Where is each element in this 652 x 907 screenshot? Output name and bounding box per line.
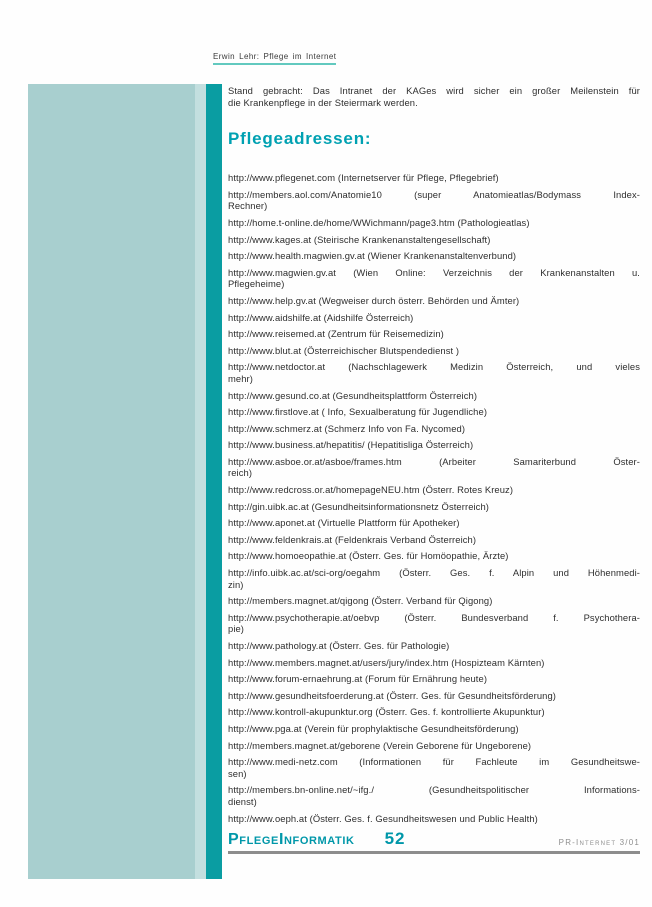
link-item — [228, 217, 640, 229]
link-item — [228, 612, 640, 635]
link-line: http://www.kontroll-akupunktur.org (Österr. Ges. f. kontrollierte Akupunktur) — [228, 706, 545, 718]
footer-left — [228, 829, 405, 849]
link-item — [228, 267, 640, 290]
link-line: http://www.blut.at (Österreichischer Blutspendedienst ) — [228, 344, 460, 356]
link-item — [228, 784, 640, 807]
link-line: mehr) — [228, 372, 253, 384]
link-line: http://www.gesundheitsfoerderung.at (Österr. Ges. für Gesundheitsförderung) — [228, 689, 556, 701]
link-item — [228, 312, 640, 324]
link-line: http://www.pga.at (Verein für prophylaktische Gesundheitsförderung) — [228, 722, 519, 734]
link-line: http://members.bn-online.net/~ifg./ (Gesundheitspolitischer Informations- — [228, 784, 640, 796]
link-item — [228, 595, 640, 607]
link-item — [228, 295, 640, 307]
running-header: Erwin Lehr: Pflege im Internet — [213, 52, 336, 65]
links-list — [228, 172, 640, 824]
link-line: http://www.firstlove.at ( Info, Sexualberatung für Jugendliche) — [228, 406, 488, 418]
journal-title: PflegeInformatik — [228, 831, 355, 848]
link-item — [228, 172, 640, 184]
link-item — [228, 406, 640, 418]
link-line: reich) — [228, 467, 253, 479]
link-item — [228, 640, 640, 652]
link-line: Pflegeheime) — [228, 278, 285, 290]
link-line: http://www.netdoctor.at (Nachschlagewerk Medizin Österreich, und vieles — [228, 361, 640, 373]
link-line: http://www.schmerz.at (Schmerz Info von Fa. Nycomed) — [228, 422, 466, 434]
link-line: http://www.pathology.at (Österr. Ges. für Pathologie) — [228, 640, 450, 651]
issue-label: PR-Internet 3/01 — [558, 838, 640, 847]
link-item — [228, 250, 640, 262]
link-item — [228, 234, 640, 246]
link-line: http://www.health.magwien.gv.at (Wiener Krankenanstaltenverbund) — [228, 250, 517, 262]
link-item — [228, 550, 640, 562]
link-item — [228, 189, 640, 212]
link-item — [228, 390, 640, 402]
link-item — [228, 706, 640, 718]
link-line: http://members.aol.com/Anatomie10 (super Anatomieatlas/Bodymass Index- — [228, 188, 640, 200]
left-margin-band-light — [28, 84, 195, 879]
link-item — [228, 517, 640, 529]
link-line: http://www.medi-netz.com (Informationen für Fachleute im Gesundheitswe- — [228, 756, 640, 768]
link-line: http://www.homoeopathie.at (Österr. Ges. für Homöopathie, Ärzte) — [228, 550, 509, 562]
intro-line: Stand gebracht: Das Intranet der KAGes wird sicher ein großer Meilenstein für — [228, 85, 640, 96]
section-title: Pflegeadressen: — [228, 129, 372, 149]
link-line: pie) — [228, 623, 245, 635]
link-item — [228, 813, 640, 825]
link-line: http://home.t-online.de/home/WWichmann/page3.htm (Pathologieatlas) — [228, 216, 530, 228]
link-item — [228, 690, 640, 702]
link-item — [228, 657, 640, 669]
link-item — [228, 456, 640, 479]
link-line: http://www.oeph.at (Österr. Ges. f. Gesundheitswesen und Public Health) — [228, 812, 538, 824]
link-line: http://www.forum-ernaehrung.at (Forum für Ernährung heute) — [228, 673, 488, 685]
link-item — [228, 361, 640, 384]
link-line: http://www.asboe.or.at/asboe/frames.htm (Arbeiter Samariterbund Öster- — [228, 455, 640, 467]
intro-paragraph — [228, 85, 640, 108]
link-line: http://www.aidshilfe.at (Aidshilfe Österreich) — [228, 311, 414, 323]
link-line: http://www.pflegenet.com (Internetserver für Pflege, Pflegebrief) — [228, 172, 499, 184]
link-item — [228, 756, 640, 779]
link-item — [228, 484, 640, 496]
link-item — [228, 673, 640, 685]
page-number: 52 — [384, 829, 406, 848]
link-item — [228, 423, 640, 435]
left-margin-band-light-edge — [195, 84, 206, 879]
link-line: http://www.aponet.at (Virtuelle Plattform für Apotheker) — [228, 517, 460, 529]
content-column — [228, 85, 640, 829]
link-line: http://gin.uibk.ac.at (Gesundheitsinformationsnetz Österreich) — [228, 500, 490, 512]
link-line: http://www.gesund.co.at (Gesundheitsplattform Österreich) — [228, 389, 478, 401]
link-line: Rechner) — [228, 200, 268, 212]
link-line: http://www.help.gv.at (Wegweiser durch österr. Behörden und Ämter) — [228, 294, 520, 306]
link-line: http://www.magwien.gv.at (Wien Online: Verzeichnis der Krankenanstalten u. — [228, 266, 640, 278]
link-line: dienst) — [228, 795, 257, 807]
link-line: http://www.kages.at (Steirische Krankenanstaltengesellschaft) — [228, 233, 491, 245]
link-item — [228, 534, 640, 546]
link-item — [228, 567, 640, 590]
link-item — [228, 345, 640, 357]
link-line: http://www.business.at/hepatitis/ (Hepatitisliga Österreich) — [228, 439, 474, 451]
link-item — [228, 328, 640, 340]
intro-line: die Krankenpflege in der Steiermark werden. — [228, 96, 418, 108]
link-line: http://members.magnet.at/geborene (Verein Geborene für Ungeborene) — [228, 739, 532, 751]
link-line: http://members.magnet.at/qigong (Österr. Verband für Qigong) — [228, 595, 493, 607]
page-footer — [228, 829, 640, 854]
link-item — [228, 501, 640, 513]
link-line: http://www.redcross.or.at/homepageNEU.htm (Österr. Rotes Kreuz) — [228, 484, 514, 496]
left-margin-band-dark — [206, 84, 222, 879]
link-item — [228, 723, 640, 735]
link-line: sen) — [228, 767, 247, 779]
link-line: zin) — [228, 578, 244, 590]
link-item — [228, 439, 640, 451]
link-line: http://www.reisemed.at (Zentrum für Reisemedizin) — [228, 328, 444, 340]
link-line: http://www.members.magnet.at/users/jury/index.htm (Hospizteam Kärnten) — [228, 656, 545, 668]
link-line: http://www.psychotherapie.at/oebvp (Österr. Bundesverband f. Psychothera- — [228, 611, 640, 623]
link-line: http://www.feldenkrais.at (Feldenkrais Verband Österreich) — [228, 533, 477, 545]
link-item — [228, 740, 640, 752]
link-line: http://info.uibk.ac.at/sci-org/oegahm (Österr. Ges. f. Alpin und Höhenmedi- — [228, 567, 640, 579]
